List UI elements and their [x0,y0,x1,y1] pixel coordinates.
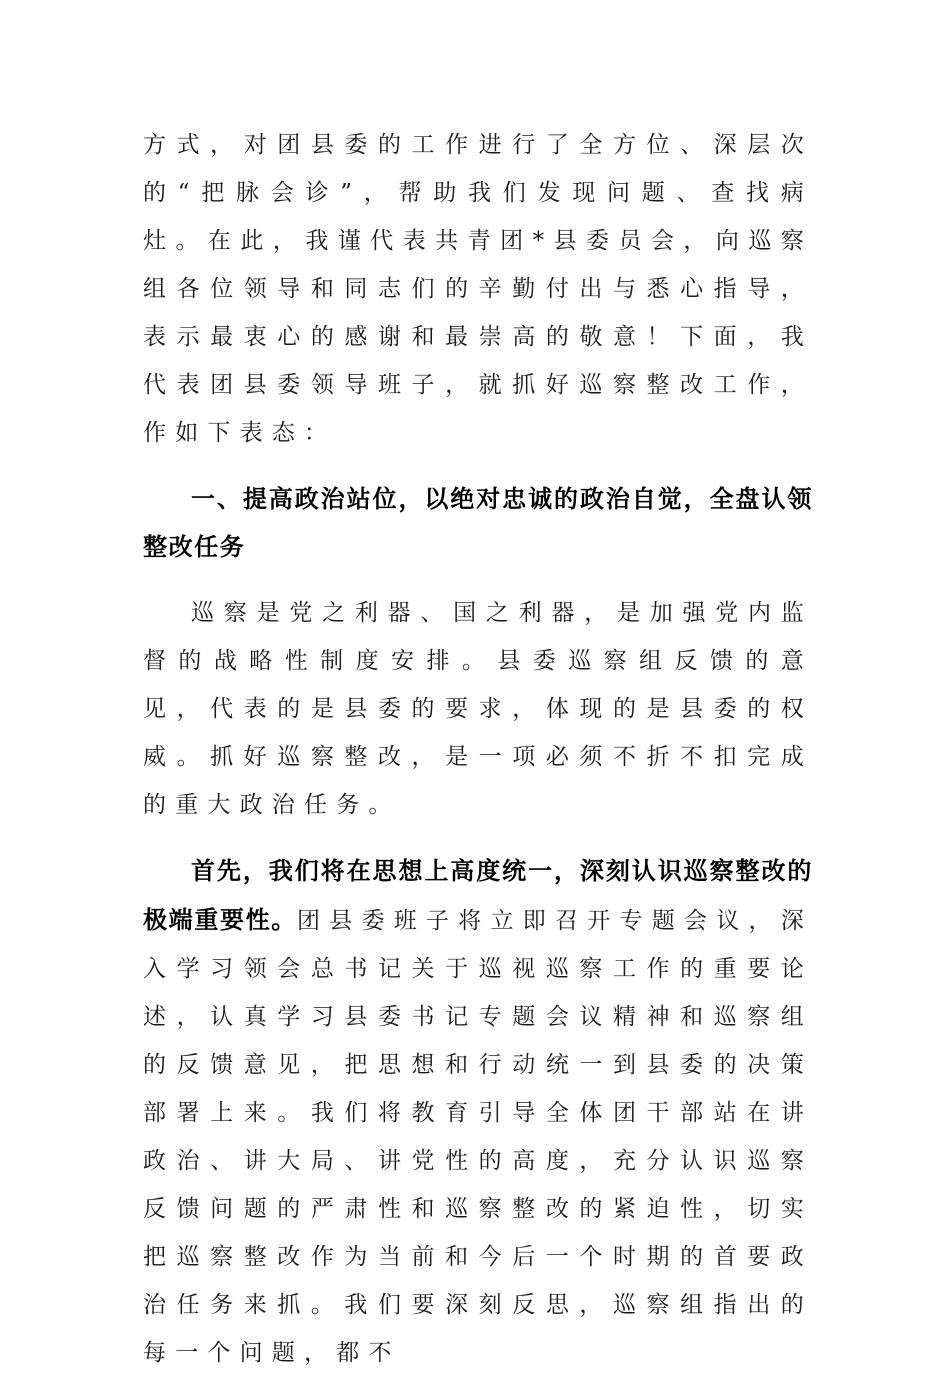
body-paragraph-first [143,847,813,1377]
document-page [143,121,813,1377]
body-paragraph-inspection: 巡察是党之利器、国之利器，是加强党内监督的战略性制度安排。县委巡察组反馈的意见，代表的是县委的要求，体现的是县委的权威。抓好巡察整改，是一项必须不折不扣完成的重大政治任务。 [143,600,813,818]
body-paragraph-intro: 方式，对团县委的工作进行了全方位、深层次的“把脉会诊”，帮助我们发现问题、查找病灶。在此，我谨代表共青团*县委员会，向巡察组各位领导和同志们的辛勤付出与悉心指导，表示最衷心的感谢和最崇高的敬意！下面，我代表团县委领导班子，就抓好巡察整改工作，作如下表态： [143,132,813,446]
body-text: 团县委班子将立即召开专题会议，深入学习领会总书记关于巡视巡察工作的重要论述，认真学习县委书记专题会议精神和巡察组的反馈意见，把思想和行动统一到县委的决策部署上来。我们将教育引导全体团干部站在讲政治、讲大局、讲党性的高度，充分认识巡察反馈问题的严肃性和巡察整改的紧迫性，切实把巡察整改作为当前和今后一个时期的首要政治任务来抓。我们要深刻反思，巡察组指出的每一个问题，都不 [143,908,814,1366]
section-heading-1: 一、提高政治站位，以绝对忠诚的政治自觉，全盘认领整改任务 [143,485,813,561]
bold-lead-sentence: 首先，我们将在思想上高度统一，深刻认识巡察整改的极端重要性。 [143,857,813,934]
